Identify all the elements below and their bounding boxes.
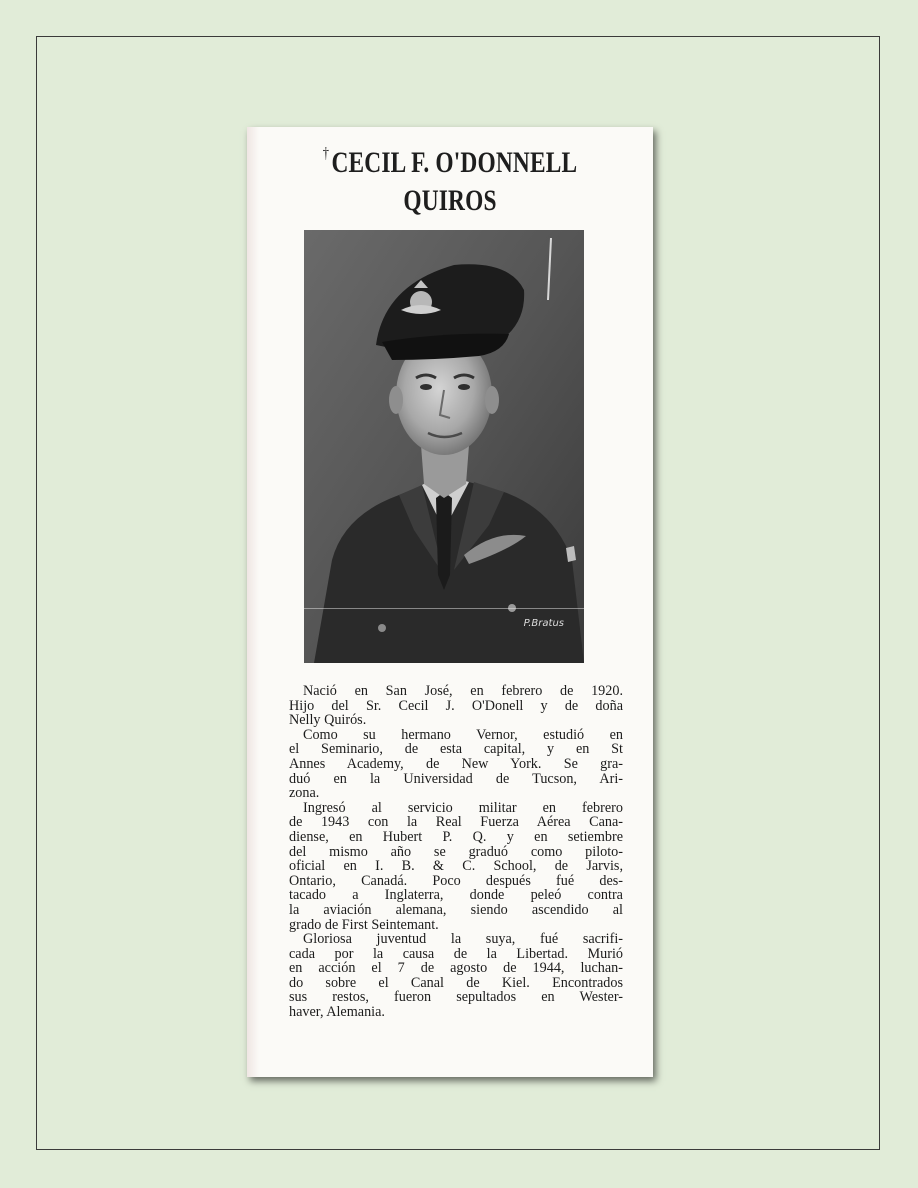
portrait-illustration [304, 230, 584, 663]
photographer-signature: P.Bratus [523, 618, 564, 629]
text-line: el Seminario, de esta capital, y en St [289, 741, 623, 758]
obituary-body [275, 684, 623, 1020]
text-line: Nelly Quirós. [289, 712, 367, 729]
text-line: Ontario, Canadá. Poco después fué des- [289, 872, 623, 889]
text-line: diense, en Hubert P. Q. y en setiembre [289, 828, 623, 845]
paragraph-education [275, 728, 623, 801]
text-line: del mismo año se graduó como piloto- [289, 843, 623, 860]
paragraph-birth [275, 684, 623, 728]
text-line: Nació en San José, en febrero de 1920. [303, 683, 623, 699]
obituary-headline [292, 135, 609, 220]
text-line: de 1943 con la Real Fuerza Aérea Cana- [289, 814, 623, 831]
text-line: grado de First Seintemant. [289, 916, 439, 933]
text-line: haver, Alemania. [289, 1004, 385, 1021]
text-line: tacado a Inglaterra, donde peleó contra [289, 887, 623, 904]
text-line: la aviación alemana, siendo ascendido al [289, 901, 623, 918]
newspaper-clipping [247, 127, 653, 1077]
text-line: Hijo del Sr. Cecil J. O'Donell y de doña [289, 697, 623, 714]
clipping-torn-edge [247, 127, 259, 1077]
text-line: en acción el 7 de agosto de 1944, luchan- [289, 960, 623, 977]
text-line: Ingresó al servicio militar en febrero [303, 799, 623, 816]
paragraph-military [275, 801, 623, 932]
text-line: Annes Academy, de New York. Se gra- [289, 755, 623, 772]
paragraph-death [275, 932, 623, 1020]
headline-line-2: QUIROS [403, 184, 497, 217]
text-line: zona. [289, 785, 320, 802]
text-line: Como su hermano Vernor, estudió en [303, 726, 623, 743]
portrait-photo [304, 230, 584, 663]
headline-name: CECIL F. O'DONNELL [331, 146, 578, 179]
text-line: duó en la Universidad de Tucson, Ari- [289, 770, 623, 787]
text-line: do sobre el Canal de Kiel. Encontrados [289, 974, 623, 991]
text-line: oficial en I. B. & C. School, de Jarvis, [289, 858, 623, 875]
photo-crease [304, 608, 584, 609]
cross-icon: † [322, 145, 330, 162]
text-line: Gloriosa juventud la suya, fué sacrifi- [303, 931, 623, 948]
text-line: sus restos, fueron sepultados en Wester- [289, 989, 623, 1006]
text-line: cada por la causa de la Libertad. Murió [289, 945, 623, 962]
headline-line-1 [292, 135, 609, 182]
